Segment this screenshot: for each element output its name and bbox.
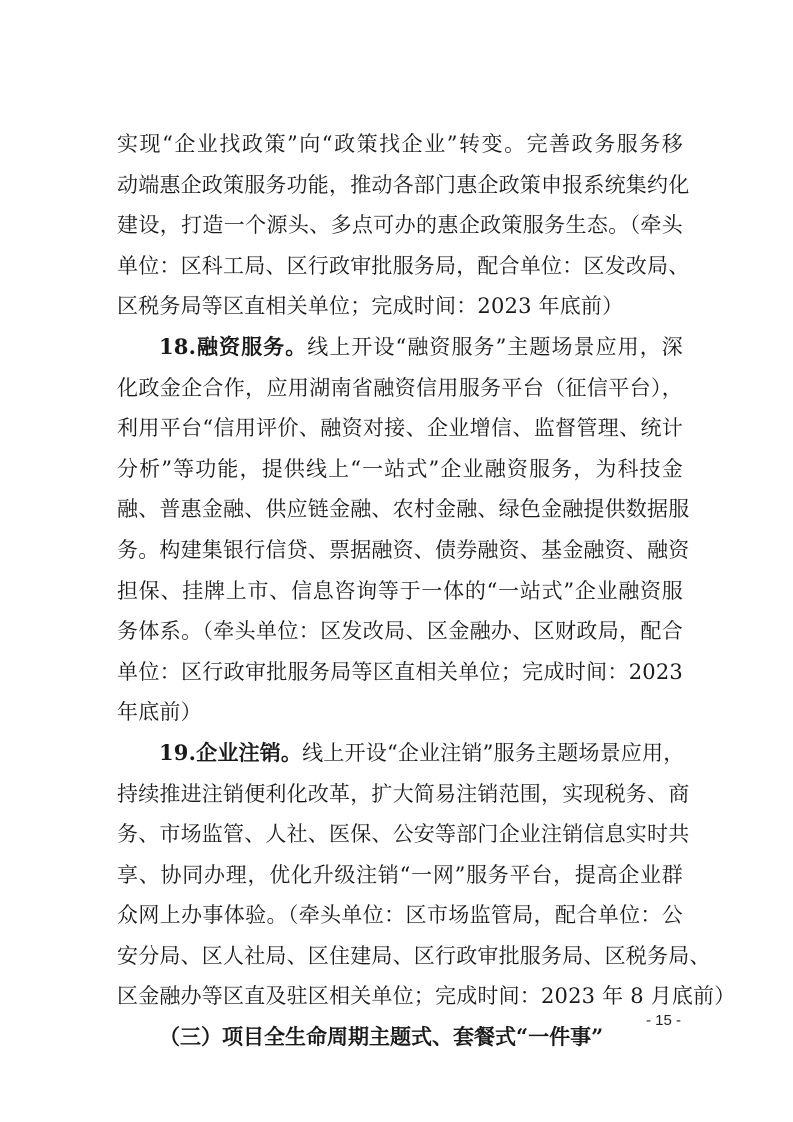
text-line: 安分局、区人社局、区住建局、区行政审批服务局、区税务局、 bbox=[117, 943, 711, 968]
text-line: 实现“企业找政策”向“政策找企业”转变。完善政务服务移 bbox=[117, 132, 683, 156]
text-line: 利用平台“信用评价、融资对接、企业增信、监督管理、统计 bbox=[117, 416, 683, 441]
item-19-paragraph bbox=[117, 733, 736, 1017]
document-body bbox=[117, 124, 736, 1058]
text-line: 众网上办事体验。（牵头单位：区市场监管局，配合单位：公 bbox=[117, 903, 683, 928]
text-line: 务体系。（牵头单位：区发改局、区金融办、区财政局，配合 bbox=[117, 619, 683, 644]
text-line: 动端惠企政策服务功能，推动各部门惠企政策申报系统集约化 bbox=[117, 172, 690, 197]
text-line: 融、普惠金融、供应链金融、农村金融、绿色金融提供数据服 bbox=[117, 497, 690, 522]
paragraph-continuation bbox=[117, 124, 690, 327]
item-19-first-line bbox=[117, 733, 683, 774]
text-line: 务、市场监管、人社、医保、公安等部门企业注销信息实时共 bbox=[117, 822, 690, 847]
text-line: 单位：区行政审批服务局等区直相关单位；完成时间：2023 bbox=[117, 659, 683, 684]
text-line: 担保、挂牌上市、信息咨询等于一体的“一站式”企业融资服 bbox=[117, 578, 683, 603]
item-19-title: 19.企业注销。 bbox=[159, 739, 303, 765]
text-line: 享、协同办理，优化升级注销“一网”服务平台，提高企业群 bbox=[117, 862, 683, 887]
text-line: 区金融办等区直及驻区相关单位；完成时间：2023 年 8 月底前） bbox=[117, 984, 736, 1009]
page-number: - 15 - bbox=[646, 1012, 682, 1029]
text-line: 化政金企合作，应用湖南省融资信用服务平台（征信平台）， bbox=[117, 375, 683, 400]
text-line: 分析”等功能，提供线上“一站式”企业融资服务，为科技金 bbox=[117, 456, 683, 481]
item-19-first-line-text: 线上开设“企业注销”服务主题场景应用， bbox=[302, 740, 685, 765]
section-heading: （三）项目全生命周期主题式、套餐式“一件事” bbox=[159, 1024, 604, 1050]
text-line: 建设，打造一个源头、多点可办的惠企政策服务生态。（牵头 bbox=[117, 213, 683, 238]
text-line: 年底前） bbox=[117, 700, 202, 725]
text-line: 区税务局等区直相关单位；完成时间：2023 年底前） bbox=[117, 294, 624, 319]
item-18-first-line bbox=[117, 327, 683, 368]
item-18-paragraph bbox=[117, 327, 690, 733]
text-line: 单位：区科工局、区行政审批服务局，配合单位：区发改局、 bbox=[117, 253, 690, 278]
item-18-title: 18.融资服务。 bbox=[159, 333, 308, 359]
text-line: 持续推进注销便利化改革，扩大简易注销范围，实现税务、商 bbox=[117, 781, 690, 806]
text-line: 务。构建集银行信贷、票据融资、债券融资、基金融资、融资 bbox=[117, 537, 690, 562]
item-18-first-line-text: 线上开设“融资服务”主题场景应用，深 bbox=[307, 334, 683, 359]
